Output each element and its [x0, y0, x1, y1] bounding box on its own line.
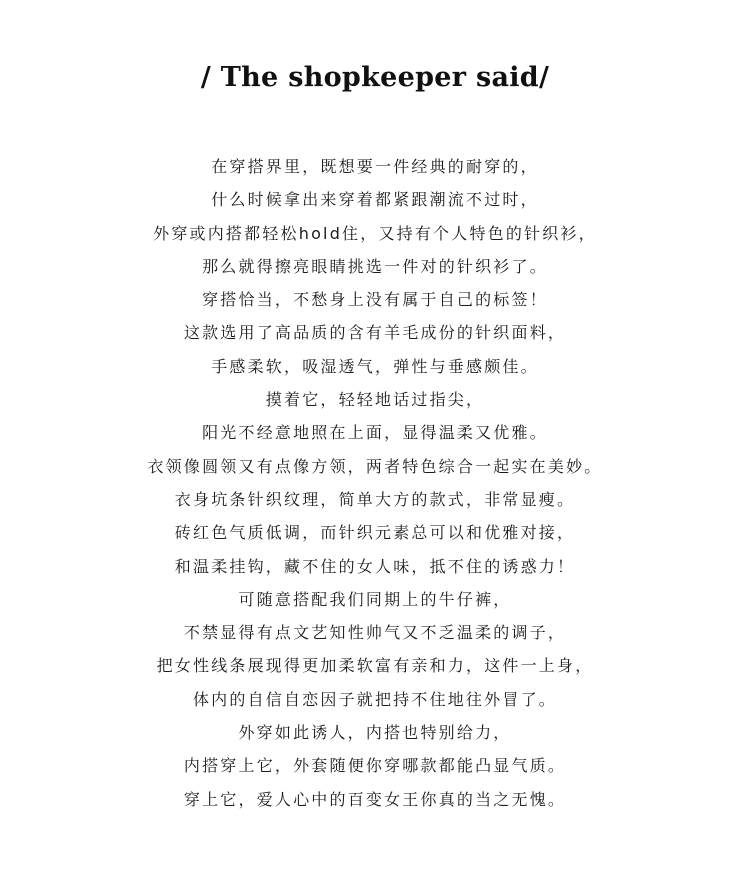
text-line: 什么时候拿出来穿着都紧跟潮流不过时，	[211, 190, 539, 210]
text-line: 穿搭恰当，不愁身上没有属于自己的标签！	[202, 290, 548, 310]
text-line: 这款选用了高品质的含有羊毛成份的针织面料，	[183, 323, 567, 343]
text-line: 砖红色气质低调，而针织元素总可以和优雅对接，	[174, 523, 576, 543]
text-line: 那么就得擦亮眼睛挑选一件对的针织衫了。	[202, 256, 548, 276]
text-line: 外穿如此诱人，内搭也特别给力，	[238, 723, 512, 743]
text-line: 衣身坑条针织纹理，简单大方的款式，非常显瘦。	[174, 489, 576, 509]
text-line: 手感柔软，吸湿透气，弹性与垂感颇佳。	[211, 356, 539, 376]
text-line: 衣领像圆领又有点像方领，两者特色综合一起实在美妙。	[147, 456, 603, 476]
text-line: 体内的自信自恋因子就把持不住地往外冒了。	[192, 689, 557, 709]
text-line: 穿上它，爱人心中的百变女王你真的当之无愧。	[183, 789, 567, 809]
text-line: 阳光不经意地照在上面，显得温柔又优雅。	[202, 423, 548, 443]
text-line: 和温柔挂钩，藏不住的女人味，抵不住的诱惑力！	[174, 556, 576, 576]
text-line: 外穿或内搭都轻松hold住，又持有个人特色的针织衫，	[153, 223, 597, 243]
text-line: 不禁显得有点文艺知性帅气又不乏温柔的调子，	[183, 623, 567, 643]
text-line: 把女性线条展现得更加柔软富有亲和力，这件一上身，	[156, 656, 594, 676]
text-line: 摸着它，轻轻地话过指尖，	[265, 390, 485, 410]
text-line: 内搭穿上它，外套随便你穿哪款都能凸显气质。	[183, 756, 567, 776]
text-line: 在穿搭界里，既想要一件经典的耐穿的，	[211, 157, 539, 176]
text-line: 可随意搭配我们同期上的牛仔裤，	[238, 589, 512, 609]
description-text-block	[0, 150, 750, 816]
page-title: / The shopkeeper said/	[200, 62, 550, 93]
